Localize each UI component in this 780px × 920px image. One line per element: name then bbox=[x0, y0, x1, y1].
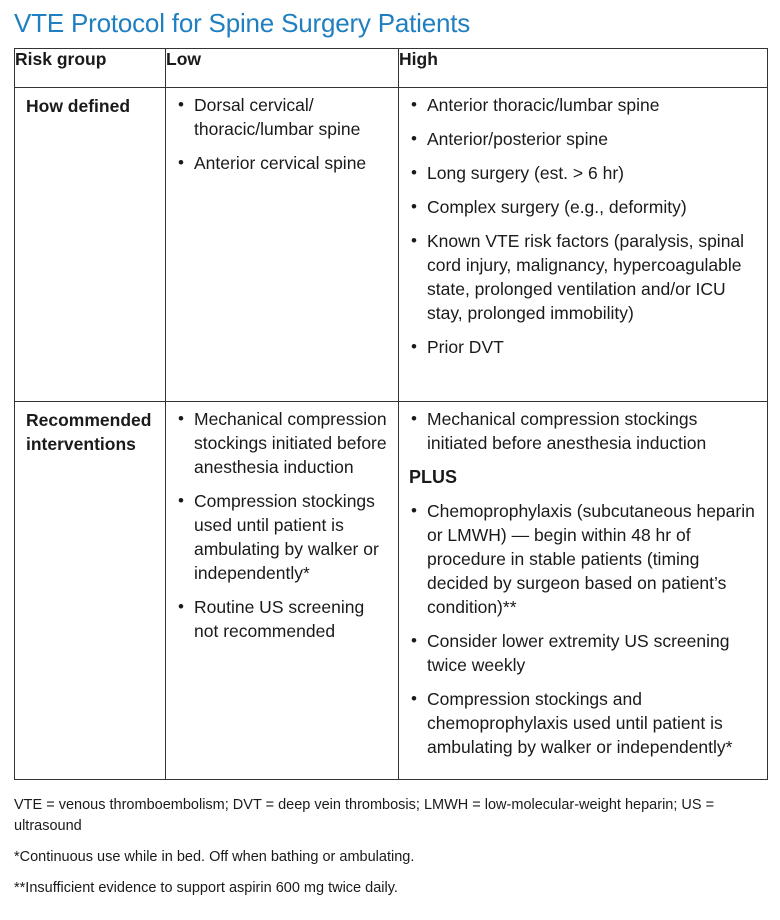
list-item: • Dorsal cervical/ thoracic/lumbar spine bbox=[176, 93, 392, 141]
table-row-recommended-interventions bbox=[15, 402, 768, 780]
cell-high-how-defined bbox=[399, 88, 768, 402]
list-item: • Complex surgery (e.g., deformity) bbox=[409, 195, 761, 219]
footnote-double-asterisk: **Insufficient evidence to support aspirin 600 mg twice daily. bbox=[14, 880, 398, 896]
cell-low-how-defined bbox=[166, 88, 399, 402]
list-item: • Routine US screening not recommended bbox=[176, 595, 392, 643]
list-item: • Mechanical compression stockings initiated before anesthesia induction bbox=[176, 407, 392, 479]
list-item: • Anterior thoracic/lumbar spine bbox=[409, 93, 761, 117]
cell-high-interventions bbox=[399, 402, 768, 780]
plus-label: PLUS bbox=[409, 467, 458, 487]
row-label-recommended-interventions: Recommended interventions bbox=[15, 402, 166, 780]
table-row-how-defined bbox=[15, 88, 768, 402]
list-item: • Anterior/posterior spine bbox=[409, 127, 761, 151]
list-item: • Consider lower extremity US screening twice weekly bbox=[409, 629, 761, 677]
list-item: • Known VTE risk factors (paralysis, spinal cord injury, malignancy, hypercoagulable state, prolonged ventilation and/or ICU stay, prolonged immobility) bbox=[409, 229, 761, 325]
protocol-table bbox=[14, 48, 768, 780]
header-high: High bbox=[399, 49, 768, 88]
header-risk-group: Risk group bbox=[15, 49, 166, 88]
page-title: VTE Protocol for Spine Surgery Patients bbox=[14, 8, 471, 38]
header-low: Low bbox=[166, 49, 399, 88]
list-item: • Chemoprophylaxis (subcutaneous heparin or LMWH) — begin within 48 hr of procedure in stable patients (timing decided by surgeon based on patient’s condition)** bbox=[409, 499, 761, 619]
list-item: • Long surgery (est. > 6 hr) bbox=[409, 161, 761, 185]
row-label-how-defined: How defined bbox=[15, 88, 166, 402]
list-item: • Mechanical compression stockings initiated before anesthesia induction bbox=[409, 407, 761, 455]
footnote-single-asterisk: *Continuous use while in bed. Off when bathing or ambulating. bbox=[14, 849, 415, 865]
cell-low-interventions bbox=[166, 402, 399, 780]
footnote-abbreviations: VTE = venous thromboembolism; DVT = deep vein thrombosis; LMWH = low-molecular-weight heparin; US = ultrasound bbox=[14, 797, 715, 834]
list-item: • Anterior cervical spine bbox=[176, 151, 392, 175]
list-item: • Prior DVT bbox=[409, 335, 761, 359]
table-header-row bbox=[15, 49, 768, 88]
footnotes bbox=[14, 795, 764, 909]
list-item: • Compression stockings and chemoprophylaxis used until patient is ambulating by walker or independently* bbox=[409, 687, 761, 759]
list-item: • Compression stockings used until patient is ambulating by walker or independently* bbox=[176, 489, 392, 585]
